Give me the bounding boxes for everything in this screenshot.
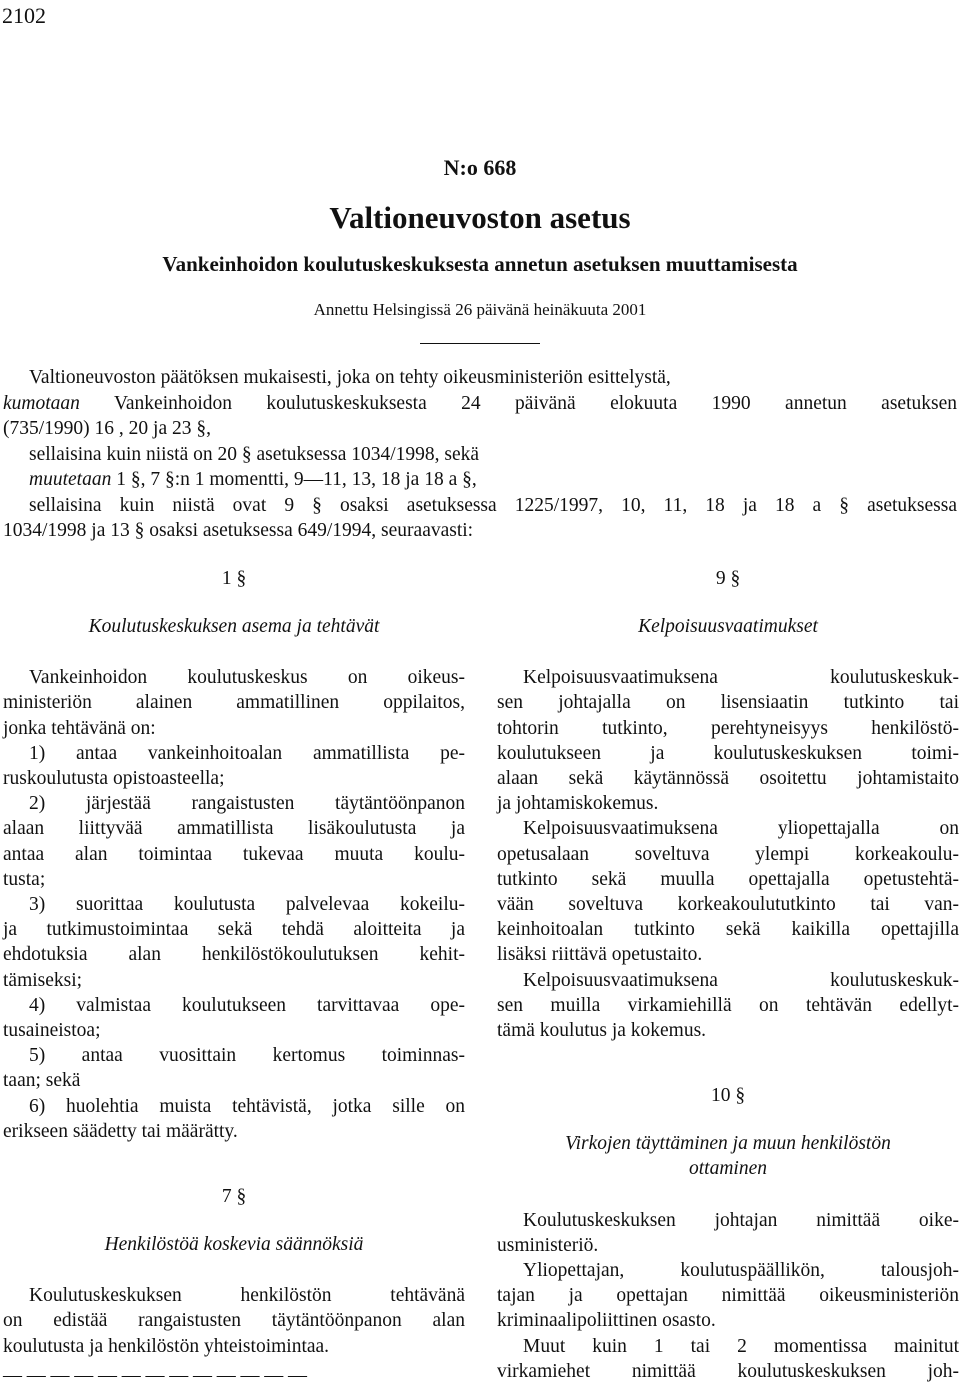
text-line: ruskoulutusta opistoasteella;	[3, 768, 225, 790]
section-number: 9 §	[715, 568, 741, 589]
issued-line: Annettu Helsingissä 26 päivänä heinäkuuta 2001	[313, 300, 647, 319]
text-line: Kelpoisuusvaatimuksena koulutuskeskuk-	[523, 969, 959, 991]
text-line: 2) järjestää rangaistusten täytäntöönpanon	[29, 793, 465, 815]
preamble-line: Valtioneuvoston päätöksen mukaisesti, joka on tehty oikeusministeriön esittelystä,	[29, 367, 671, 388]
section-body	[3, 665, 465, 1144]
document-subject: Vankeinhoidon koulutuskeskuksesta annetun asetuksen muuttamisesta	[162, 252, 798, 276]
section-number: 1 §	[221, 568, 247, 589]
omission-dashes: — — — — — — — — — — — — —	[3, 1364, 307, 1386]
preamble-line: sellaisina kuin niistä on 20 § asetuksessa 1034/1998, sekä	[29, 443, 480, 465]
text-line: on edistää rangaistusten täytäntöönpanon alan	[3, 1310, 465, 1332]
text-line: vään soveltuva korkeakoulututkinto tai van-	[497, 894, 959, 916]
text-line: ja johtamiskokemus.	[497, 793, 659, 815]
text-line: 4) valmistaa koulutukseen tarvittavaa ope-	[29, 994, 465, 1016]
text-line: tajan ja opettajan nimittää oikeusministeriön	[497, 1285, 959, 1307]
preamble-text: Vankeinhoidon koulutuskeskuksesta 24 päivänä elokuuta 1990 annetun asetuksen	[79, 392, 957, 414]
section-title-line: Virkojen täyttäminen ja muun henkilöstön	[565, 1133, 891, 1155]
text-line: alaan sekä käytännössä osoitettu johtamistaito	[497, 768, 959, 790]
preamble-line: sellaisina kuin niistä ovat 9 § osaksi asetuksessa 1225/1997, 10, 11, 18 ja 18 a § asetuksessa	[29, 494, 957, 516]
text-line: tohtorin tutkinto, perehtyneisyys henkilöstö-	[497, 717, 959, 739]
text-line: jonka tehtävänä on:	[3, 717, 156, 739]
text-line: tutkinto sekä muulla opettajalla opetustehtä-	[497, 868, 959, 890]
text-line: ministeriön alainen ammatillinen oppilaitos,	[3, 692, 465, 714]
text-line: ja tutkimustoimintaa sekä tehdä aloitteita ja	[3, 919, 465, 941]
text-line: sen muilla virkamiehillä on tehtävän edellyt-	[497, 994, 959, 1016]
left-column	[3, 560, 465, 1388]
preamble	[3, 365, 957, 544]
text-line: opetusalaan soveltuva ylempi korkeakoulu-	[497, 843, 959, 865]
text-line: ehdotuksia alan henkilöstökoulutuksen kehit-	[3, 944, 465, 966]
text-line: keinhoitoalan tutkinto sekä kaikilla opettajilla	[497, 919, 959, 941]
text-line: taan; sekä	[3, 1070, 81, 1092]
preamble-verb-repeal: kumotaan	[3, 392, 80, 414]
text-line: 5) antaa vuosittain kertomus toiminnas-	[29, 1045, 465, 1067]
preamble-line: (735/1990) 16 , 20 ja 23 §,	[3, 418, 211, 439]
text-line: Vankeinhoidon koulutuskeskus on oikeus-	[29, 667, 465, 689]
text-line: 6) huolehtia muista tehtävistä, jotka sille on	[29, 1095, 465, 1117]
section-title	[497, 1131, 959, 1181]
text-line: kriminaalipoliittinen osasto.	[497, 1310, 716, 1332]
text-line: 1) antaa vankeinhoitoalan ammatillista pe-	[29, 742, 465, 764]
text-line: tämä koulutus ja kokemus.	[497, 1020, 707, 1042]
text-line: 3) suorittaa koulutusta palvelevaa kokeilu-	[29, 894, 465, 916]
text-line: Koulutuskeskuksen johtajan nimittää oike-	[523, 1209, 959, 1231]
section-number: 7 §	[221, 1186, 247, 1208]
section-number: 10 §	[710, 1085, 746, 1107]
section-title: Henkilöstöä koskevia säännöksiä	[104, 1234, 364, 1256]
section-body	[497, 1208, 959, 1384]
section-title: Koulutuskeskuksen asema ja tehtävät	[88, 616, 380, 637]
section-body	[3, 1283, 465, 1359]
text-line: tusta;	[3, 868, 46, 890]
text-line: Koulutuskeskuksen henkilöstön tehtävänä	[29, 1285, 465, 1307]
text-line: lisäksi riittävä opetustaito.	[497, 944, 703, 966]
section-title-line: ottaminen	[689, 1158, 767, 1180]
preamble-text: 1 §, 7 §:n 1 momentti, 9—11, 13, 18 ja 18 a §,	[111, 469, 477, 490]
text-line: koulutusta ja henkilöstön yhteistoimintaa.	[3, 1335, 330, 1357]
text-line: alaan liittyvää ammatillista lisäkoulutusta ja	[3, 818, 465, 840]
document-type-title: Valtioneuvoston asetus	[329, 200, 631, 235]
preamble-verb-amend: muutetaan	[29, 469, 112, 490]
preamble-line	[3, 467, 957, 493]
text-line: tämiseksi;	[3, 969, 83, 991]
document-number: N:o 668	[443, 155, 517, 180]
text-line: antaa alan toimintaa tukevaa muuta koulu-	[3, 843, 465, 865]
header-divider	[420, 343, 540, 344]
text-line: Kelpoisuusvaatimuksena koulutuskeskuk-	[523, 667, 959, 689]
preamble-line	[3, 391, 957, 417]
section-body	[497, 665, 959, 1043]
text-line: tusaineistoa;	[3, 1020, 101, 1042]
section-title: Kelpoisuusvaatimukset	[638, 616, 818, 637]
preamble-line: 1034/1998 ja 13 § osaksi asetuksessa 649/1994, seuraavasti:	[3, 520, 474, 541]
text-line: erikseen säädetty tai määrätty.	[3, 1120, 238, 1142]
text-line: Kelpoisuusvaatimuksena yliopettajalla on	[523, 818, 959, 840]
text-line: Muut kuin 1 tai 2 momentissa mainitut	[523, 1335, 959, 1357]
text-line: usministeriö.	[497, 1234, 599, 1256]
text-line: koulutukseen ja koulutuskeskuksen toimi-	[497, 742, 959, 764]
page-number: 2102	[2, 3, 46, 28]
text-line: virkamiehet nimittää koulutuskeskuksen joh-	[497, 1360, 959, 1382]
right-column	[497, 560, 959, 1384]
text-line: sen johtajalla on lisensiaatin tutkinto tai	[497, 692, 959, 714]
text-line: Yliopettajan, koulutuspäällikön, talousjoh-	[523, 1260, 959, 1282]
